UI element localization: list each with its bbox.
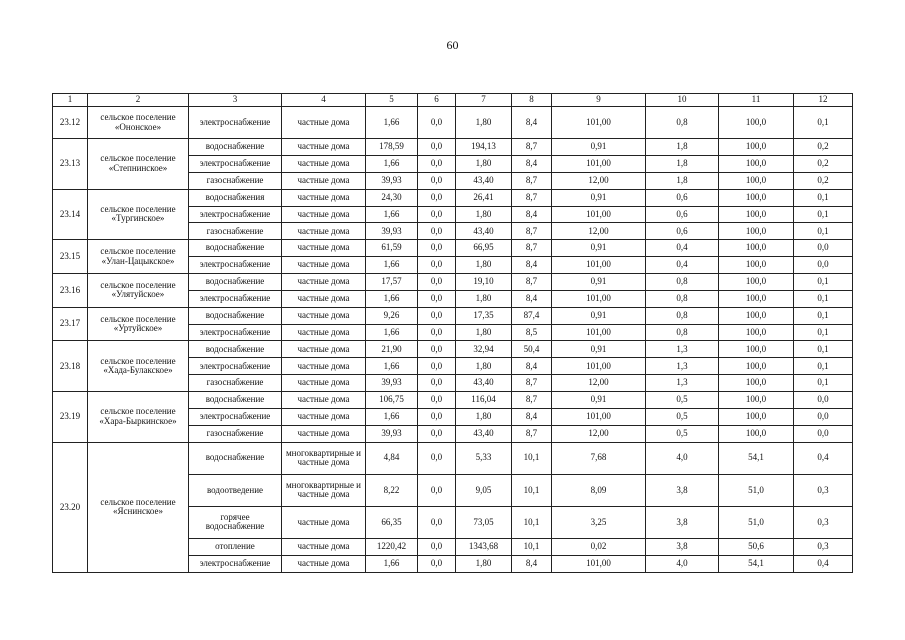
column-header: 12 bbox=[794, 94, 853, 107]
value-cell: 8,7 bbox=[512, 172, 552, 189]
value-cell: 0,0 bbox=[418, 274, 456, 291]
housing-type-cell: частные дома bbox=[282, 172, 366, 189]
value-cell: 73,05 bbox=[456, 506, 512, 538]
value-cell: 0,0 bbox=[418, 189, 456, 206]
value-cell: 0,91 bbox=[552, 240, 646, 257]
value-cell: 8,4 bbox=[512, 257, 552, 274]
settlement-code: 23.17 bbox=[53, 307, 88, 341]
value-cell: 100,0 bbox=[719, 375, 794, 392]
value-cell: 100,0 bbox=[719, 341, 794, 358]
value-cell: 0,0 bbox=[418, 408, 456, 425]
value-cell: 1,80 bbox=[456, 257, 512, 274]
column-header: 7 bbox=[456, 94, 512, 107]
value-cell: 50,6 bbox=[719, 538, 794, 555]
value-cell: 0,5 bbox=[646, 425, 719, 442]
housing-type-cell: частные дома bbox=[282, 375, 366, 392]
settlement-name: сельское поселение «Уртуйское» bbox=[88, 307, 189, 341]
value-cell: 8,4 bbox=[512, 107, 552, 139]
value-cell: 100,0 bbox=[719, 392, 794, 409]
value-cell: 4,84 bbox=[366, 442, 418, 474]
value-cell: 10,1 bbox=[512, 474, 552, 506]
housing-type-cell: частные дома bbox=[282, 223, 366, 240]
value-cell: 8,4 bbox=[512, 358, 552, 375]
value-cell: 0,1 bbox=[794, 223, 853, 240]
value-cell: 12,00 bbox=[552, 223, 646, 240]
value-cell: 0,0 bbox=[418, 425, 456, 442]
housing-type-cell: частные дома bbox=[282, 341, 366, 358]
table-row bbox=[53, 442, 853, 474]
column-header: 11 bbox=[719, 94, 794, 107]
value-cell: 101,00 bbox=[552, 408, 646, 425]
value-cell: 0,0 bbox=[418, 555, 456, 572]
value-cell: 100,0 bbox=[719, 274, 794, 291]
value-cell: 0,91 bbox=[552, 307, 646, 324]
housing-type-cell: частные дома bbox=[282, 408, 366, 425]
service-cell: электроснабжение bbox=[189, 555, 282, 572]
value-cell: 0,1 bbox=[794, 290, 853, 307]
value-cell: 0,4 bbox=[794, 442, 853, 474]
value-cell: 1,80 bbox=[456, 408, 512, 425]
value-cell: 0,2 bbox=[794, 172, 853, 189]
value-cell: 3,8 bbox=[646, 506, 719, 538]
housing-type-cell: частные дома bbox=[282, 139, 366, 156]
value-cell: 19,10 bbox=[456, 274, 512, 291]
value-cell: 0,0 bbox=[418, 172, 456, 189]
service-cell: водоснабжение bbox=[189, 341, 282, 358]
value-cell: 66,95 bbox=[456, 240, 512, 257]
value-cell: 0,2 bbox=[794, 155, 853, 172]
service-cell: водоснабжение bbox=[189, 442, 282, 474]
value-cell: 4,0 bbox=[646, 442, 719, 474]
value-cell: 101,00 bbox=[552, 107, 646, 139]
value-cell: 8,4 bbox=[512, 206, 552, 223]
value-cell: 101,00 bbox=[552, 155, 646, 172]
value-cell: 8,7 bbox=[512, 425, 552, 442]
value-cell: 1343,68 bbox=[456, 538, 512, 555]
service-cell: водоснабжение bbox=[189, 240, 282, 257]
value-cell: 10,1 bbox=[512, 506, 552, 538]
value-cell: 0,1 bbox=[794, 341, 853, 358]
value-cell: 100,0 bbox=[719, 307, 794, 324]
table-row bbox=[53, 341, 853, 358]
settlement-name: сельское поселение «Улятуйское» bbox=[88, 274, 189, 308]
value-cell: 0,1 bbox=[794, 206, 853, 223]
service-cell: электроснабжение bbox=[189, 290, 282, 307]
column-header: 10 bbox=[646, 94, 719, 107]
table-row bbox=[53, 139, 853, 156]
table-row bbox=[53, 307, 853, 324]
settlement-code: 23.18 bbox=[53, 341, 88, 392]
value-cell: 0,0 bbox=[418, 139, 456, 156]
value-cell: 8,7 bbox=[512, 375, 552, 392]
value-cell: 9,05 bbox=[456, 474, 512, 506]
value-cell: 0,0 bbox=[418, 107, 456, 139]
page-number: 60 bbox=[446, 38, 459, 52]
value-cell: 1,3 bbox=[646, 341, 719, 358]
header-row bbox=[53, 94, 853, 107]
value-cell: 5,33 bbox=[456, 442, 512, 474]
value-cell: 100,0 bbox=[719, 290, 794, 307]
table-row bbox=[53, 189, 853, 206]
value-cell: 0,0 bbox=[418, 257, 456, 274]
value-cell: 1,66 bbox=[366, 155, 418, 172]
value-cell: 0,0 bbox=[418, 206, 456, 223]
value-cell: 116,04 bbox=[456, 392, 512, 409]
housing-type-cell: частные дома bbox=[282, 155, 366, 172]
value-cell: 51,0 bbox=[719, 474, 794, 506]
column-header: 2 bbox=[88, 94, 189, 107]
value-cell: 0,3 bbox=[794, 538, 853, 555]
value-cell: 0,0 bbox=[418, 506, 456, 538]
value-cell: 0,0 bbox=[794, 408, 853, 425]
column-header: 1 bbox=[53, 94, 88, 107]
value-cell: 0,91 bbox=[552, 392, 646, 409]
value-cell: 43,40 bbox=[456, 425, 512, 442]
value-cell: 0,5 bbox=[646, 392, 719, 409]
settlement-code: 23.15 bbox=[53, 240, 88, 274]
value-cell: 0,0 bbox=[794, 425, 853, 442]
service-cell: горячее водоснабжение bbox=[189, 506, 282, 538]
value-cell: 10,1 bbox=[512, 442, 552, 474]
value-cell: 39,93 bbox=[366, 172, 418, 189]
value-cell: 0,6 bbox=[646, 206, 719, 223]
value-cell: 1220,42 bbox=[366, 538, 418, 555]
value-cell: 0,1 bbox=[794, 307, 853, 324]
value-cell: 0,3 bbox=[794, 506, 853, 538]
value-cell: 3,8 bbox=[646, 538, 719, 555]
value-cell: 12,00 bbox=[552, 425, 646, 442]
column-header: 3 bbox=[189, 94, 282, 107]
value-cell: 0,91 bbox=[552, 139, 646, 156]
value-cell: 0,1 bbox=[794, 358, 853, 375]
settlement-name: сельское поселение «Тургинское» bbox=[88, 189, 189, 240]
housing-type-cell: частные дома bbox=[282, 189, 366, 206]
value-cell: 0,0 bbox=[794, 392, 853, 409]
settlement-code: 23.16 bbox=[53, 274, 88, 308]
service-cell: водоснабжение bbox=[189, 274, 282, 291]
value-cell: 1,66 bbox=[366, 257, 418, 274]
value-cell: 0,0 bbox=[794, 257, 853, 274]
value-cell: 21,90 bbox=[366, 341, 418, 358]
value-cell: 10,1 bbox=[512, 538, 552, 555]
value-cell: 24,30 bbox=[366, 189, 418, 206]
value-cell: 8,4 bbox=[512, 555, 552, 572]
value-cell: 0,8 bbox=[646, 307, 719, 324]
service-cell: электроснабжение bbox=[189, 206, 282, 223]
value-cell: 100,0 bbox=[719, 358, 794, 375]
value-cell: 8,5 bbox=[512, 324, 552, 341]
value-cell: 0,1 bbox=[794, 375, 853, 392]
value-cell: 0,0 bbox=[794, 240, 853, 257]
value-cell: 3,25 bbox=[552, 506, 646, 538]
value-cell: 100,0 bbox=[719, 408, 794, 425]
value-cell: 0,91 bbox=[552, 274, 646, 291]
column-header: 8 bbox=[512, 94, 552, 107]
value-cell: 32,94 bbox=[456, 341, 512, 358]
value-cell: 0,0 bbox=[418, 375, 456, 392]
service-cell: электроснабжение bbox=[189, 155, 282, 172]
service-cell: водоотведение bbox=[189, 474, 282, 506]
value-cell: 100,0 bbox=[719, 324, 794, 341]
value-cell: 0,0 bbox=[418, 240, 456, 257]
tariff-table bbox=[52, 93, 853, 573]
value-cell: 194,13 bbox=[456, 139, 512, 156]
value-cell: 100,0 bbox=[719, 139, 794, 156]
value-cell: 54,1 bbox=[719, 442, 794, 474]
service-cell: электроснабжение bbox=[189, 358, 282, 375]
service-cell: водоснабжение bbox=[189, 139, 282, 156]
value-cell: 12,00 bbox=[552, 172, 646, 189]
value-cell: 1,80 bbox=[456, 324, 512, 341]
value-cell: 0,4 bbox=[646, 240, 719, 257]
value-cell: 0,0 bbox=[418, 442, 456, 474]
value-cell: 100,0 bbox=[719, 257, 794, 274]
value-cell: 0,02 bbox=[552, 538, 646, 555]
value-cell: 50,4 bbox=[512, 341, 552, 358]
value-cell: 101,00 bbox=[552, 324, 646, 341]
value-cell: 1,8 bbox=[646, 172, 719, 189]
service-cell: газоснабжение bbox=[189, 223, 282, 240]
value-cell: 9,26 bbox=[366, 307, 418, 324]
value-cell: 0,1 bbox=[794, 274, 853, 291]
value-cell: 8,09 bbox=[552, 474, 646, 506]
value-cell: 1,3 bbox=[646, 375, 719, 392]
value-cell: 1,66 bbox=[366, 324, 418, 341]
value-cell: 8,22 bbox=[366, 474, 418, 506]
service-cell: водоснабжение bbox=[189, 307, 282, 324]
value-cell: 1,80 bbox=[456, 107, 512, 139]
column-header: 5 bbox=[366, 94, 418, 107]
table-row bbox=[53, 107, 853, 139]
value-cell: 0,4 bbox=[646, 257, 719, 274]
settlement-code: 23.20 bbox=[53, 442, 88, 572]
value-cell: 87,4 bbox=[512, 307, 552, 324]
value-cell: 66,35 bbox=[366, 506, 418, 538]
value-cell: 0,91 bbox=[552, 189, 646, 206]
value-cell: 8,7 bbox=[512, 240, 552, 257]
housing-type-cell: частные дома bbox=[282, 324, 366, 341]
value-cell: 0,5 bbox=[646, 408, 719, 425]
value-cell: 8,7 bbox=[512, 392, 552, 409]
value-cell: 101,00 bbox=[552, 555, 646, 572]
value-cell: 101,00 bbox=[552, 257, 646, 274]
settlement-code: 23.19 bbox=[53, 392, 88, 443]
value-cell: 0,0 bbox=[418, 474, 456, 506]
value-cell: 43,40 bbox=[456, 375, 512, 392]
service-cell: газоснабжение bbox=[189, 172, 282, 189]
value-cell: 1,66 bbox=[366, 107, 418, 139]
housing-type-cell: частные дома bbox=[282, 506, 366, 538]
value-cell: 0,2 bbox=[794, 139, 853, 156]
value-cell: 0,1 bbox=[794, 107, 853, 139]
value-cell: 1,66 bbox=[366, 290, 418, 307]
value-cell: 0,0 bbox=[418, 324, 456, 341]
service-cell: электроснабжение bbox=[189, 107, 282, 139]
housing-type-cell: частные дома bbox=[282, 274, 366, 291]
value-cell: 178,59 bbox=[366, 139, 418, 156]
value-cell: 1,3 bbox=[646, 358, 719, 375]
value-cell: 100,0 bbox=[719, 189, 794, 206]
table-row bbox=[53, 240, 853, 257]
value-cell: 1,66 bbox=[366, 555, 418, 572]
value-cell: 0,1 bbox=[794, 189, 853, 206]
value-cell: 26,41 bbox=[456, 189, 512, 206]
value-cell: 0,6 bbox=[646, 189, 719, 206]
value-cell: 1,8 bbox=[646, 139, 719, 156]
value-cell: 8,4 bbox=[512, 408, 552, 425]
value-cell: 0,8 bbox=[646, 274, 719, 291]
value-cell: 54,1 bbox=[719, 555, 794, 572]
value-cell: 100,0 bbox=[719, 155, 794, 172]
settlement-name: сельское поселение «Хада-Булакское» bbox=[88, 341, 189, 392]
value-cell: 61,59 bbox=[366, 240, 418, 257]
value-cell: 0,0 bbox=[418, 155, 456, 172]
value-cell: 100,0 bbox=[719, 172, 794, 189]
service-cell: водоснабжения bbox=[189, 189, 282, 206]
housing-type-cell: частные дома bbox=[282, 107, 366, 139]
settlement-code: 23.13 bbox=[53, 139, 88, 190]
value-cell: 8,7 bbox=[512, 139, 552, 156]
value-cell: 0,8 bbox=[646, 324, 719, 341]
housing-type-cell: частные дома bbox=[282, 307, 366, 324]
value-cell: 0,1 bbox=[794, 324, 853, 341]
value-cell: 17,35 bbox=[456, 307, 512, 324]
settlement-name: сельское поселение «Хара-Быркинское» bbox=[88, 392, 189, 443]
housing-type-cell: частные дома bbox=[282, 555, 366, 572]
value-cell: 39,93 bbox=[366, 375, 418, 392]
value-cell: 43,40 bbox=[456, 223, 512, 240]
value-cell: 0,3 bbox=[794, 474, 853, 506]
housing-type-cell: частные дома bbox=[282, 358, 366, 375]
settlement-code: 23.12 bbox=[53, 107, 88, 139]
value-cell: 0,4 bbox=[794, 555, 853, 572]
value-cell: 1,66 bbox=[366, 408, 418, 425]
value-cell: 106,75 bbox=[366, 392, 418, 409]
value-cell: 43,40 bbox=[456, 172, 512, 189]
housing-type-cell: частные дома bbox=[282, 290, 366, 307]
service-cell: электроснабжение bbox=[189, 257, 282, 274]
housing-type-cell: частные дома bbox=[282, 257, 366, 274]
settlement-code: 23.14 bbox=[53, 189, 88, 240]
value-cell: 0,0 bbox=[418, 307, 456, 324]
service-cell: водоснабжение bbox=[189, 392, 282, 409]
value-cell: 1,80 bbox=[456, 555, 512, 572]
settlement-name: сельское поселение «Улан-Цацыкское» bbox=[88, 240, 189, 274]
value-cell: 1,80 bbox=[456, 206, 512, 223]
service-cell: электроснабжение bbox=[189, 324, 282, 341]
value-cell: 0,8 bbox=[646, 107, 719, 139]
housing-type-cell: многоквартирные и частные дома bbox=[282, 442, 366, 474]
value-cell: 39,93 bbox=[366, 223, 418, 240]
service-cell: отопление bbox=[189, 538, 282, 555]
value-cell: 1,80 bbox=[456, 290, 512, 307]
value-cell: 1,80 bbox=[456, 358, 512, 375]
value-cell: 3,8 bbox=[646, 474, 719, 506]
column-header: 4 bbox=[282, 94, 366, 107]
value-cell: 0,0 bbox=[418, 223, 456, 240]
value-cell: 0,0 bbox=[418, 358, 456, 375]
table-row bbox=[53, 274, 853, 291]
value-cell: 100,0 bbox=[719, 240, 794, 257]
settlement-name: сельское поселение «Ононское» bbox=[88, 107, 189, 139]
settlement-name: сельское поселение «Яснинское» bbox=[88, 442, 189, 572]
column-header: 6 bbox=[418, 94, 456, 107]
value-cell: 12,00 bbox=[552, 375, 646, 392]
value-cell: 8,7 bbox=[512, 189, 552, 206]
value-cell: 39,93 bbox=[366, 425, 418, 442]
value-cell: 0,8 bbox=[646, 290, 719, 307]
value-cell: 100,0 bbox=[719, 425, 794, 442]
value-cell: 101,00 bbox=[552, 358, 646, 375]
value-cell: 0,91 bbox=[552, 341, 646, 358]
value-cell: 1,66 bbox=[366, 358, 418, 375]
housing-type-cell: частные дома bbox=[282, 240, 366, 257]
value-cell: 8,7 bbox=[512, 274, 552, 291]
table-row bbox=[53, 392, 853, 409]
settlement-name: сельское поселение «Степнинское» bbox=[88, 139, 189, 190]
value-cell: 101,00 bbox=[552, 290, 646, 307]
value-cell: 100,0 bbox=[719, 223, 794, 240]
service-cell: электроснабжение bbox=[189, 408, 282, 425]
value-cell: 4,0 bbox=[646, 555, 719, 572]
housing-type-cell: частные дома bbox=[282, 392, 366, 409]
column-header: 9 bbox=[552, 94, 646, 107]
housing-type-cell: частные дома bbox=[282, 206, 366, 223]
value-cell: 0,0 bbox=[418, 392, 456, 409]
value-cell: 0,0 bbox=[418, 341, 456, 358]
housing-type-cell: частные дома bbox=[282, 425, 366, 442]
housing-type-cell: многоквартирные и частные дома bbox=[282, 474, 366, 506]
value-cell: 1,8 bbox=[646, 155, 719, 172]
value-cell: 17,57 bbox=[366, 274, 418, 291]
value-cell: 0,6 bbox=[646, 223, 719, 240]
value-cell: 0,0 bbox=[418, 290, 456, 307]
value-cell: 1,66 bbox=[366, 206, 418, 223]
value-cell: 51,0 bbox=[719, 506, 794, 538]
value-cell: 1,80 bbox=[456, 155, 512, 172]
value-cell: 101,00 bbox=[552, 206, 646, 223]
housing-type-cell: частные дома bbox=[282, 538, 366, 555]
value-cell: 8,4 bbox=[512, 155, 552, 172]
value-cell: 0,0 bbox=[418, 538, 456, 555]
value-cell: 8,4 bbox=[512, 290, 552, 307]
service-cell: газоснабжение bbox=[189, 425, 282, 442]
value-cell: 7,68 bbox=[552, 442, 646, 474]
service-cell: газоснабжение bbox=[189, 375, 282, 392]
value-cell: 100,0 bbox=[719, 206, 794, 223]
value-cell: 8,7 bbox=[512, 223, 552, 240]
value-cell: 100,0 bbox=[719, 107, 794, 139]
